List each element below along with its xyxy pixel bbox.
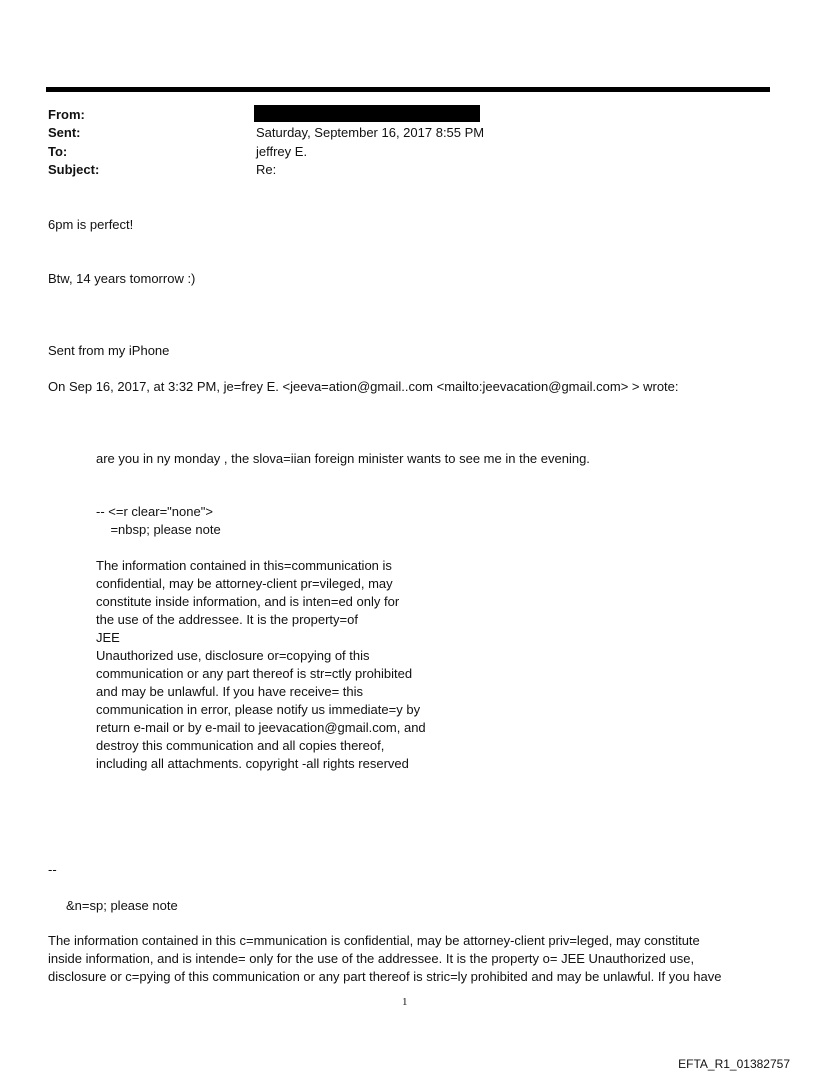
body-line-2: Btw, 14 years tomorrow :) bbox=[48, 271, 196, 286]
footer-disclaimer-line: disclosure or c=pying of this communication or any part thereof is stric=ly prohibited and may be unlawful. If you have bbox=[48, 969, 722, 984]
footer-dashes: -- bbox=[48, 862, 57, 877]
quoted-disclaimer-line: and may be unlawful. If you have receive= this bbox=[96, 684, 364, 699]
from-label: From: bbox=[48, 107, 85, 122]
quoted-signature bbox=[96, 503, 221, 539]
footer-note: &n=sp; please note bbox=[66, 898, 178, 913]
footer-disclaimer-line: The information contained in this c=mmunication is confidential, may be attorney-client priv=leged, may constitute bbox=[48, 933, 700, 948]
quoted-disclaimer-line: including all attachments. copyright -all rights reserved bbox=[96, 756, 409, 771]
subject-value: Re: bbox=[256, 162, 277, 177]
to-label: To: bbox=[48, 144, 68, 159]
quoted-disclaimer-line: destroy this communication and all copies thereof, bbox=[96, 738, 385, 753]
quoted-disclaimer-line: Unauthorized use, disclosure or=copying of this bbox=[96, 648, 370, 663]
quoted-sig-line-2: =nbsp; please note bbox=[96, 522, 221, 537]
quoted-disclaimer-line: The information contained in this=communication is bbox=[96, 558, 392, 573]
subject-label: Subject: bbox=[48, 162, 100, 177]
quoted-disclaimer-line: JEE bbox=[96, 630, 120, 645]
quoted-disclaimer-line: communication or any part thereof is str=ctly prohibited bbox=[96, 666, 413, 681]
quoted-disclaimer-line: constitute inside information, and is inten=ed only for bbox=[96, 594, 400, 609]
sent-value: Saturday, September 16, 2017 8:55 PM bbox=[256, 125, 485, 140]
sent-label: Sent: bbox=[48, 125, 81, 140]
quoted-sig-line-1: -- <=r clear="none"> bbox=[96, 504, 213, 519]
quoted-disclaimer-line: the use of the addressee. It is the property=of bbox=[96, 612, 358, 627]
quoted-message: are you in ny monday , the slova=iian foreign minister wants to see me in the evening. bbox=[96, 451, 590, 466]
top-rule bbox=[46, 87, 770, 92]
document-id: EFTA_R1_01382757 bbox=[678, 1057, 790, 1071]
quoted-disclaimer-line: return e-mail or by e-mail to jeevacation@gmail.com, and bbox=[96, 720, 426, 735]
quoted-disclaimer-line: communication in error, please notify us immediate=y by bbox=[96, 702, 421, 717]
quoted-disclaimer bbox=[96, 557, 426, 773]
quoted-disclaimer-line: confidential, may be attorney-client pr=vileged, may bbox=[96, 576, 393, 591]
quote-intro: On Sep 16, 2017, at 3:32 PM, je=frey E. <jeeva=ation@gmail..com <mailto:jeevacation@gmail.com> > wrote: bbox=[48, 379, 679, 394]
page-number: 1 bbox=[402, 996, 408, 1008]
body-line-1: 6pm is perfect! bbox=[48, 217, 134, 232]
footer-disclaimer bbox=[48, 932, 768, 986]
footer-disclaimer-line: inside information, and is intende= only for the use of the addressee. It is the property o= JEE Unauthorized use, bbox=[48, 951, 695, 966]
to-value: jeffrey E. bbox=[256, 144, 308, 159]
redaction-box bbox=[254, 105, 480, 122]
signature: Sent from my iPhone bbox=[48, 343, 170, 358]
